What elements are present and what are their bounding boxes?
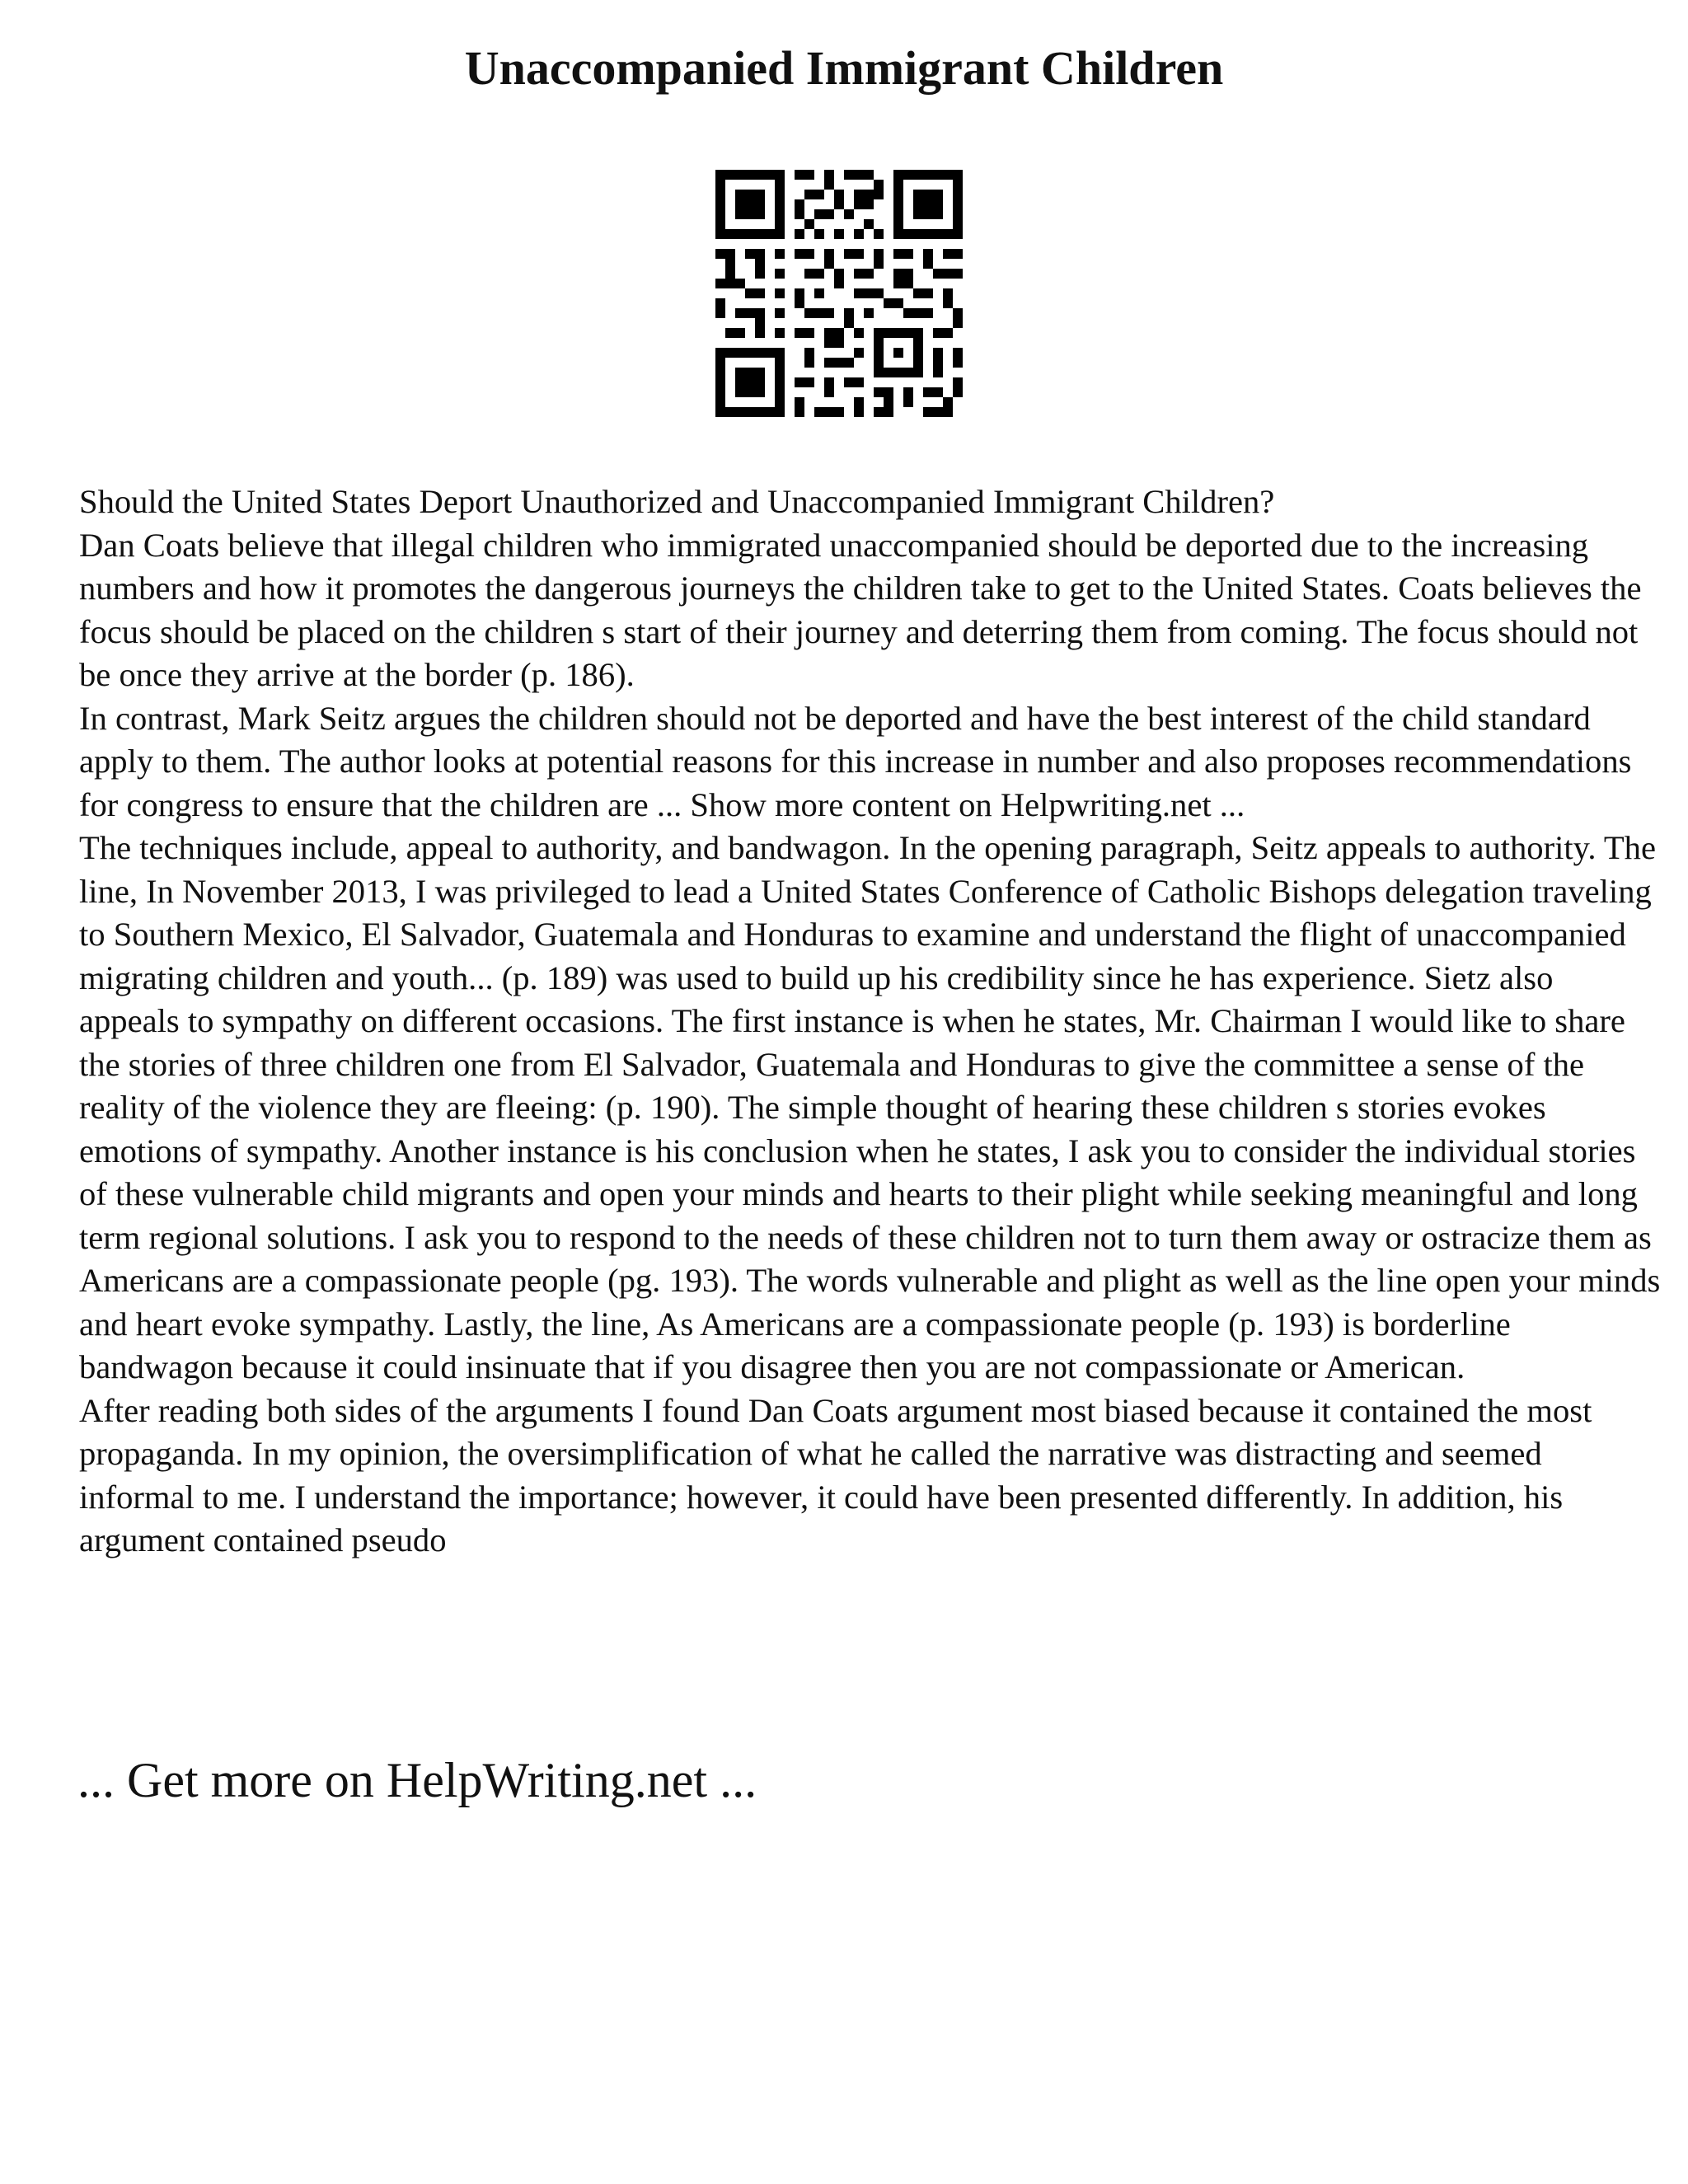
document-body [79,480,1662,1563]
body-paragraph: In contrast, Mark Seitz argues the children should not be deported and have the best interest of the child standard apply to them. The author looks at potential reasons for this increase in number and also proposes recommendations for congress to ensure that the children are ... Show more content on Helpwriting.net ... [79,699,1632,823]
body-paragraph: After reading both sides of the arguments I found Dan Coats argument most biased because it contained the most propaganda. In my opinion, the oversimplification of what he called the narrative was distracting and seemed informal to me. I understand the importance; however, it could have been presented differently. In addition, his argument contained pseudo [79,1391,1592,1558]
body-paragraph: Should the United States Deport Unauthorized and Unaccompanied Immigrant Children? [79,483,1275,520]
body-paragraph: Dan Coats believe that illegal children who immigrated unaccompanied should be deported due to the increasing numbers and how it promotes the dangerous journeys the children take to get to the United States. Coats believes the focus should be placed on the children s start of their journey and deterring them from coming. The focus should not be once they arrive at the border (p. 186). [79,526,1642,693]
body-paragraph: The techniques include, appeal to authority, and bandwagon. In the opening paragraph, Seitz appeals to authority. The line, In November 2013, I was privileged to lead a United States Conference of Catholic Bishops delegation traveling to Southern Mexico, El Salvador, Guatemala and Honduras to examine and understand the flight of unaccompanied migrating children and youth... (p. 189) was used to build up his credibility since he has experience. Sietz also appeals to sympathy on different occasions. The first instance is when he states, Mr. Chairman I would like to share the stories of three children one from El Salvador, Guatemala and Honduras to give the committee a sense of the reality of the violence they are fleeing: (p. 190). The simple thought of hearing these children s stories evokes emotions of sympathy. Another instance is his conclusion when he states, I ask you to consider the individual stories of these vulnerable child migrants and open your minds and hearts to their plight while seeking meaningful and long term regional solutions. I ask you to respond to the needs of these children not to turn them away or ostracize them as Americans are a compassionate people (pg. 193). The words vulnerable and plight as well as the line open your minds and heart evoke sympathy. Lastly, the line, As Americans are a compassionate people (p. 193) is borderline bandwagon because it could insinuate that if you disagree then you are not compassionate or American. [79,829,1661,1385]
document-title: Unaccompanied Immigrant Children [464,41,1224,95]
qr-code-icon [715,170,963,417]
get-more-link[interactable]: ... Get more on HelpWriting.net ... [77,1753,757,1807]
